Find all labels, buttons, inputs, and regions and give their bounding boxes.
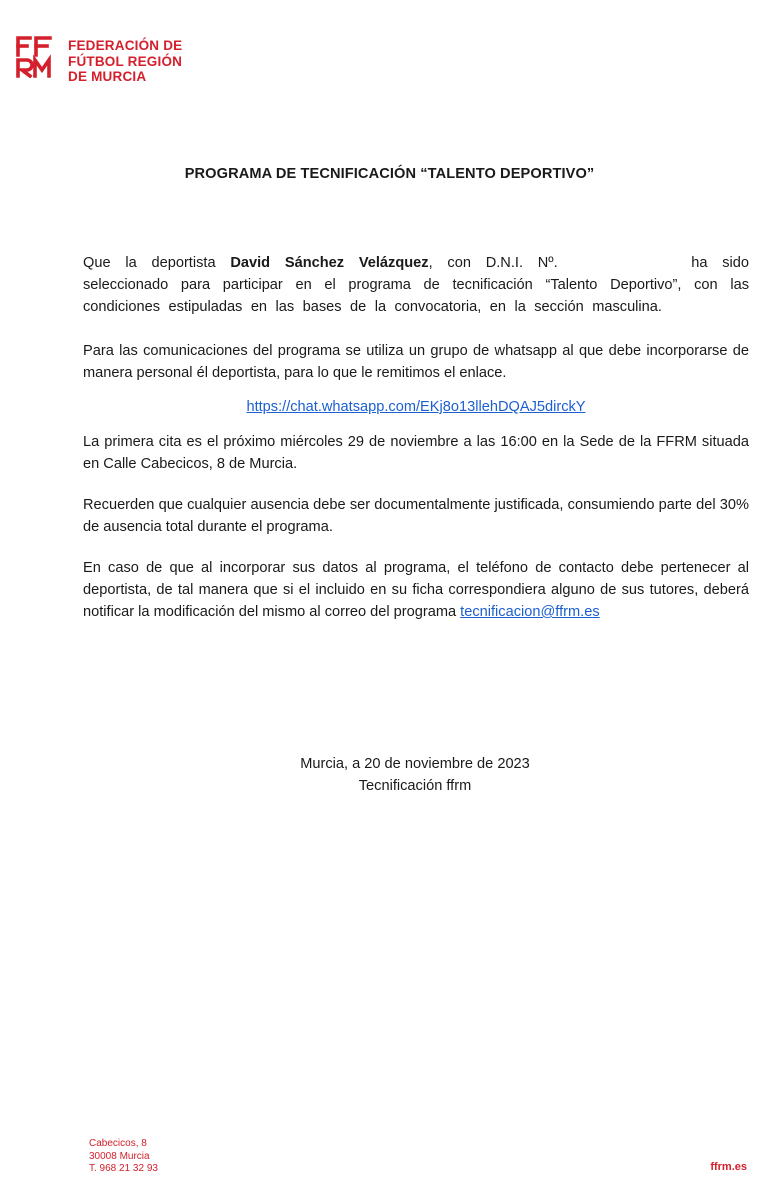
- athlete-name: David Sánchez Velázquez: [230, 255, 429, 271]
- organization-name: [68, 38, 182, 85]
- ffrm-logo: [16, 36, 182, 85]
- closing-block: [0, 753, 779, 797]
- ffrm-emblem-icon: [16, 36, 52, 78]
- document-title: PROGRAMA DE TECNIFICACIÓN “TALENTO DEPORTIVO”: [184, 166, 595, 182]
- p1-mid: , con D.N.I. Nº.: [428, 255, 573, 271]
- p5-text: En caso de que al incorporar sus datos al programa, el teléfono de contacto debe pertenecer al deportista, de tal manera que si el incluido en su ficha correspondiera alguno de sus tutores, deberá notificar la modificación del mismo al correo del programa: [83, 560, 749, 620]
- whatsapp-link[interactable]: https://chat.whatsapp.com/EKj8o13llehDQAJ5dirckY: [246, 399, 586, 415]
- p1-lead: Que la deportista: [83, 255, 231, 271]
- selection-paragraph: [83, 252, 749, 318]
- document-body: [83, 252, 749, 623]
- communications-paragraph: Para las comunicaciones del programa se utiliza un grupo de whatsapp al que debe incorporarse de manera personal él deportista, para lo que le remitimos el enlace.: [83, 343, 749, 381]
- org-name-line: DE MURCIA: [68, 69, 147, 84]
- p1-tail: ha sido seleccionado para participar en el programa de tecnificación “Talento Deportivo”, con las condiciones estipuladas en las bases de la convocatoria, en la sección masculina.: [83, 255, 750, 315]
- email-link[interactable]: tecnificacion@ffrm.es: [460, 604, 600, 620]
- footer-address-line: Cabecicos, 8: [89, 1138, 147, 1149]
- org-name-line: FÚTBOL REGIÓN: [68, 53, 183, 69]
- whatsapp-link-line: [83, 396, 749, 418]
- footer-website[interactable]: ffrm.es: [710, 1161, 747, 1173]
- contact-paragraph: [83, 557, 749, 623]
- org-name-line: FEDERACIÓN DE: [68, 38, 183, 53]
- footer-address-line: 30008 Murcia: [89, 1150, 150, 1162]
- closing-date: Murcia, a 20 de noviembre de 2023: [300, 756, 530, 772]
- absence-paragraph: Recuerden que cualquier ausencia debe ser documentalmente justificada, consumiendo parte del 30% de ausencia total durante el programa.: [83, 497, 749, 535]
- footer-phone: T. 968 21 32 93: [89, 1163, 158, 1175]
- footer-address: [89, 1138, 158, 1176]
- closing-signature: Tecnificación ffrm: [358, 778, 472, 794]
- first-meeting-paragraph: La primera cita es el próximo miércoles 29 de noviembre a las 16:00 en la Sede de la FFRM situada en Calle Cabecicos, 8 de Murcia.: [83, 434, 749, 472]
